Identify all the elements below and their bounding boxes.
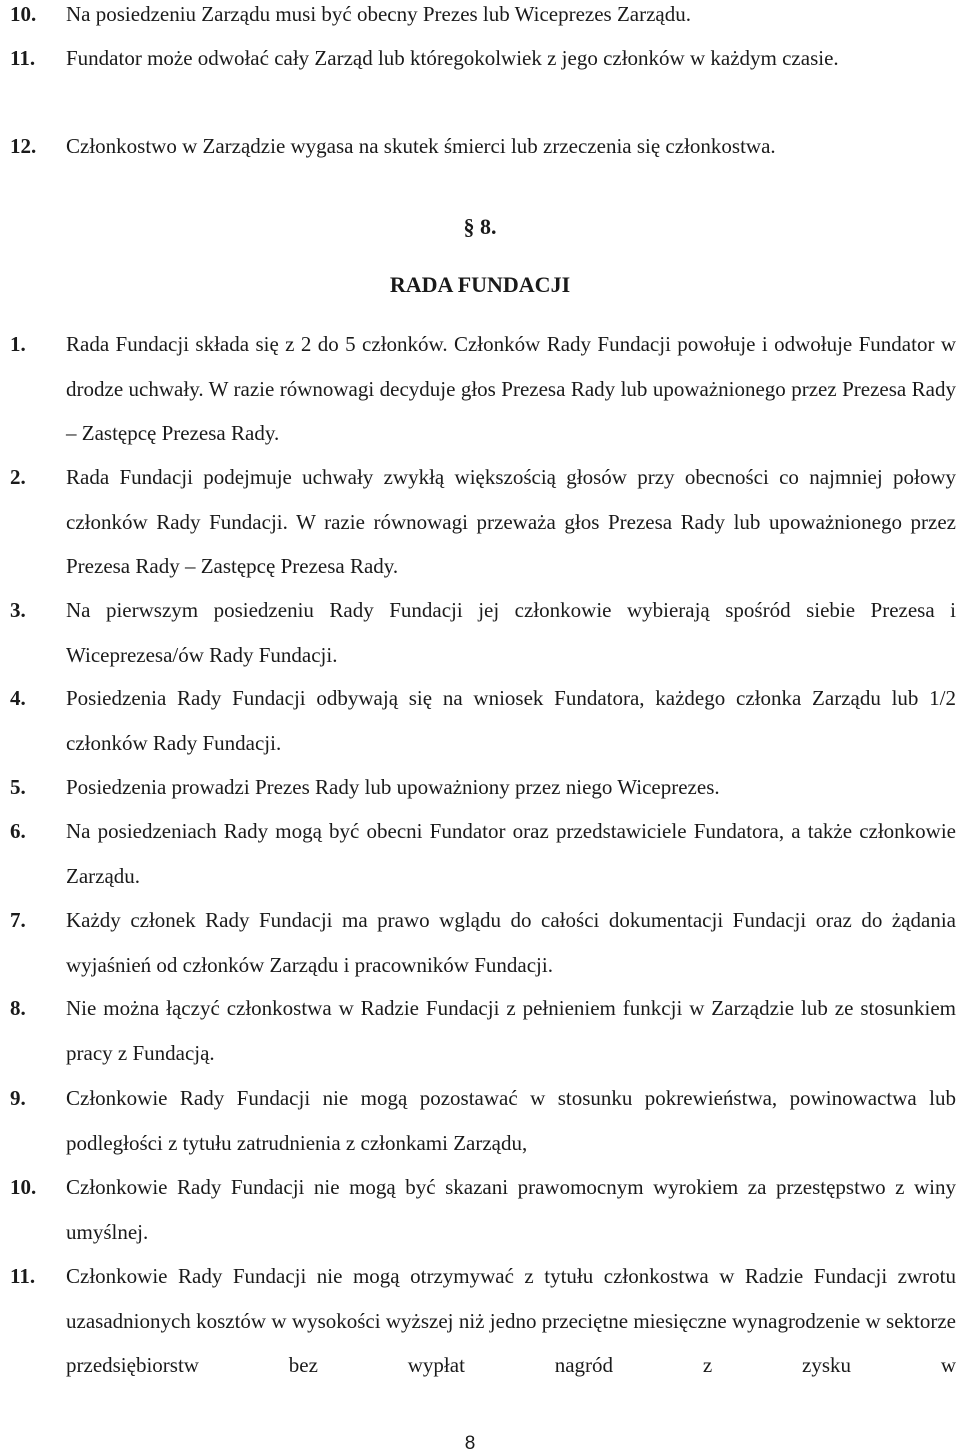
item-text: Fundator może odwołać cały Zarząd lub któregokolwiek z jego członków w każdym czasie. <box>66 46 839 70</box>
item-number: 11. <box>10 1264 36 1288</box>
item-text: Rada Fundacji podejmuje uchwały zwykłą większością głosów przy obecności co najmniej połowy członków Rady Fundacji. W razie równowagi przeważa głos Prezesa Rady lub upoważnionego przez Prezesa Rady – Zastępcę Prezesa Rady. <box>66 465 956 578</box>
item-text: Każdy członek Rady Fundacji ma prawo wglądu do całości dokumentacji Fundacji oraz do żądania wyjaśnień od członków Zarządu i pracowników Fundacji. <box>66 908 956 977</box>
item-number: 10. <box>10 2 37 26</box>
item-text: Rada Fundacji składa się z 2 do 5 członków. Członków Rady Fundacji powołuje i odwołuje Fundator w drodze uchwały. W razie równowagi decyduje głos Prezesa Rady lub upoważnionego przez Prezesa Rady – Zastępcę Prezesa Rady. <box>66 332 956 445</box>
item-text: Na posiedzeniu Zarządu musi być obecny Prezes lub Wiceprezes Zarządu. <box>66 2 692 26</box>
item-number: 3. <box>10 598 26 622</box>
item-number: 1. <box>10 332 26 356</box>
page-number: 8 <box>464 1433 476 1454</box>
list-item <box>10 898 956 987</box>
list-item <box>10 676 956 765</box>
item-number: 7. <box>10 908 26 932</box>
list-item <box>10 1076 956 1165</box>
list-item <box>10 1254 956 1388</box>
list-item <box>10 455 956 589</box>
list-item <box>10 1165 956 1254</box>
item-text: Nie można łączyć członkostwa w Radzie Fundacji z pełnieniem funkcji w Zarządzie lub ze stosunkiem pracy z Fundacją. <box>66 996 956 1065</box>
item-number: 12. <box>10 134 37 158</box>
item-text: Posiedzenia prowadzi Prezes Rady lub upoważniony przez niego Wiceprezes. <box>66 775 720 799</box>
item-text: Członkowie Rady Fundacji nie mogą być skazani prawomocnym wyrokiem za przestępstwo z winy umyślnej. <box>66 1175 956 1244</box>
list-item <box>10 588 956 677</box>
item-text: Członkowie Rady Fundacji nie mogą otrzymywać z tytułu członkostwa w Radzie Fundacji zwrotu uzasadnionych kosztów w wysokości wyższej niż jedno przeciętne miesięczne wynagrodzenie w sektorze przedsiębiorstw bez wypłat nagród z zysku w <box>66 1264 956 1377</box>
list-item <box>10 124 956 169</box>
item-number: 5. <box>10 775 26 799</box>
item-number: 9. <box>10 1086 26 1110</box>
section-title: RADA FUNDACJI <box>389 272 571 297</box>
item-number: 2. <box>10 465 26 489</box>
section-number: § 8. <box>463 214 497 239</box>
item-text: Na posiedzeniach Rady mogą być obecni Fundator oraz przedstawiciele Fundatora, a także członkowie Zarządu. <box>66 819 956 888</box>
item-text: Członkostwo w Zarządzie wygasa na skutek śmierci lub zrzeczenia się członkostwa. <box>66 134 776 158</box>
list-item <box>10 765 956 810</box>
item-text: Posiedzenia Rady Fundacji odbywają się na wniosek Fundatora, każdego członka Zarządu lub 1/2 członków Rady Fundacji. <box>66 686 956 755</box>
list-item <box>10 322 956 456</box>
list-item <box>10 0 956 37</box>
list-item <box>10 809 956 898</box>
item-number: 11. <box>10 46 36 70</box>
item-number: 4. <box>10 686 26 710</box>
item-text: Członkowie Rady Fundacji nie mogą pozostawać w stosunku pokrewieństwa, powinowactwa lub podległości z tytułu zatrudnienia z członkami Zarządu, <box>66 1086 956 1155</box>
item-number: 6. <box>10 819 26 843</box>
item-number: 10. <box>10 1175 37 1199</box>
list-item <box>10 986 956 1075</box>
item-number: 8. <box>10 996 26 1020</box>
item-text: Na pierwszym posiedzeniu Rady Fundacji jej członkowie wybierają spośród siebie Prezesa i Wiceprezesa/ów Rady Fundacji. <box>66 598 956 667</box>
list-item <box>10 36 956 81</box>
